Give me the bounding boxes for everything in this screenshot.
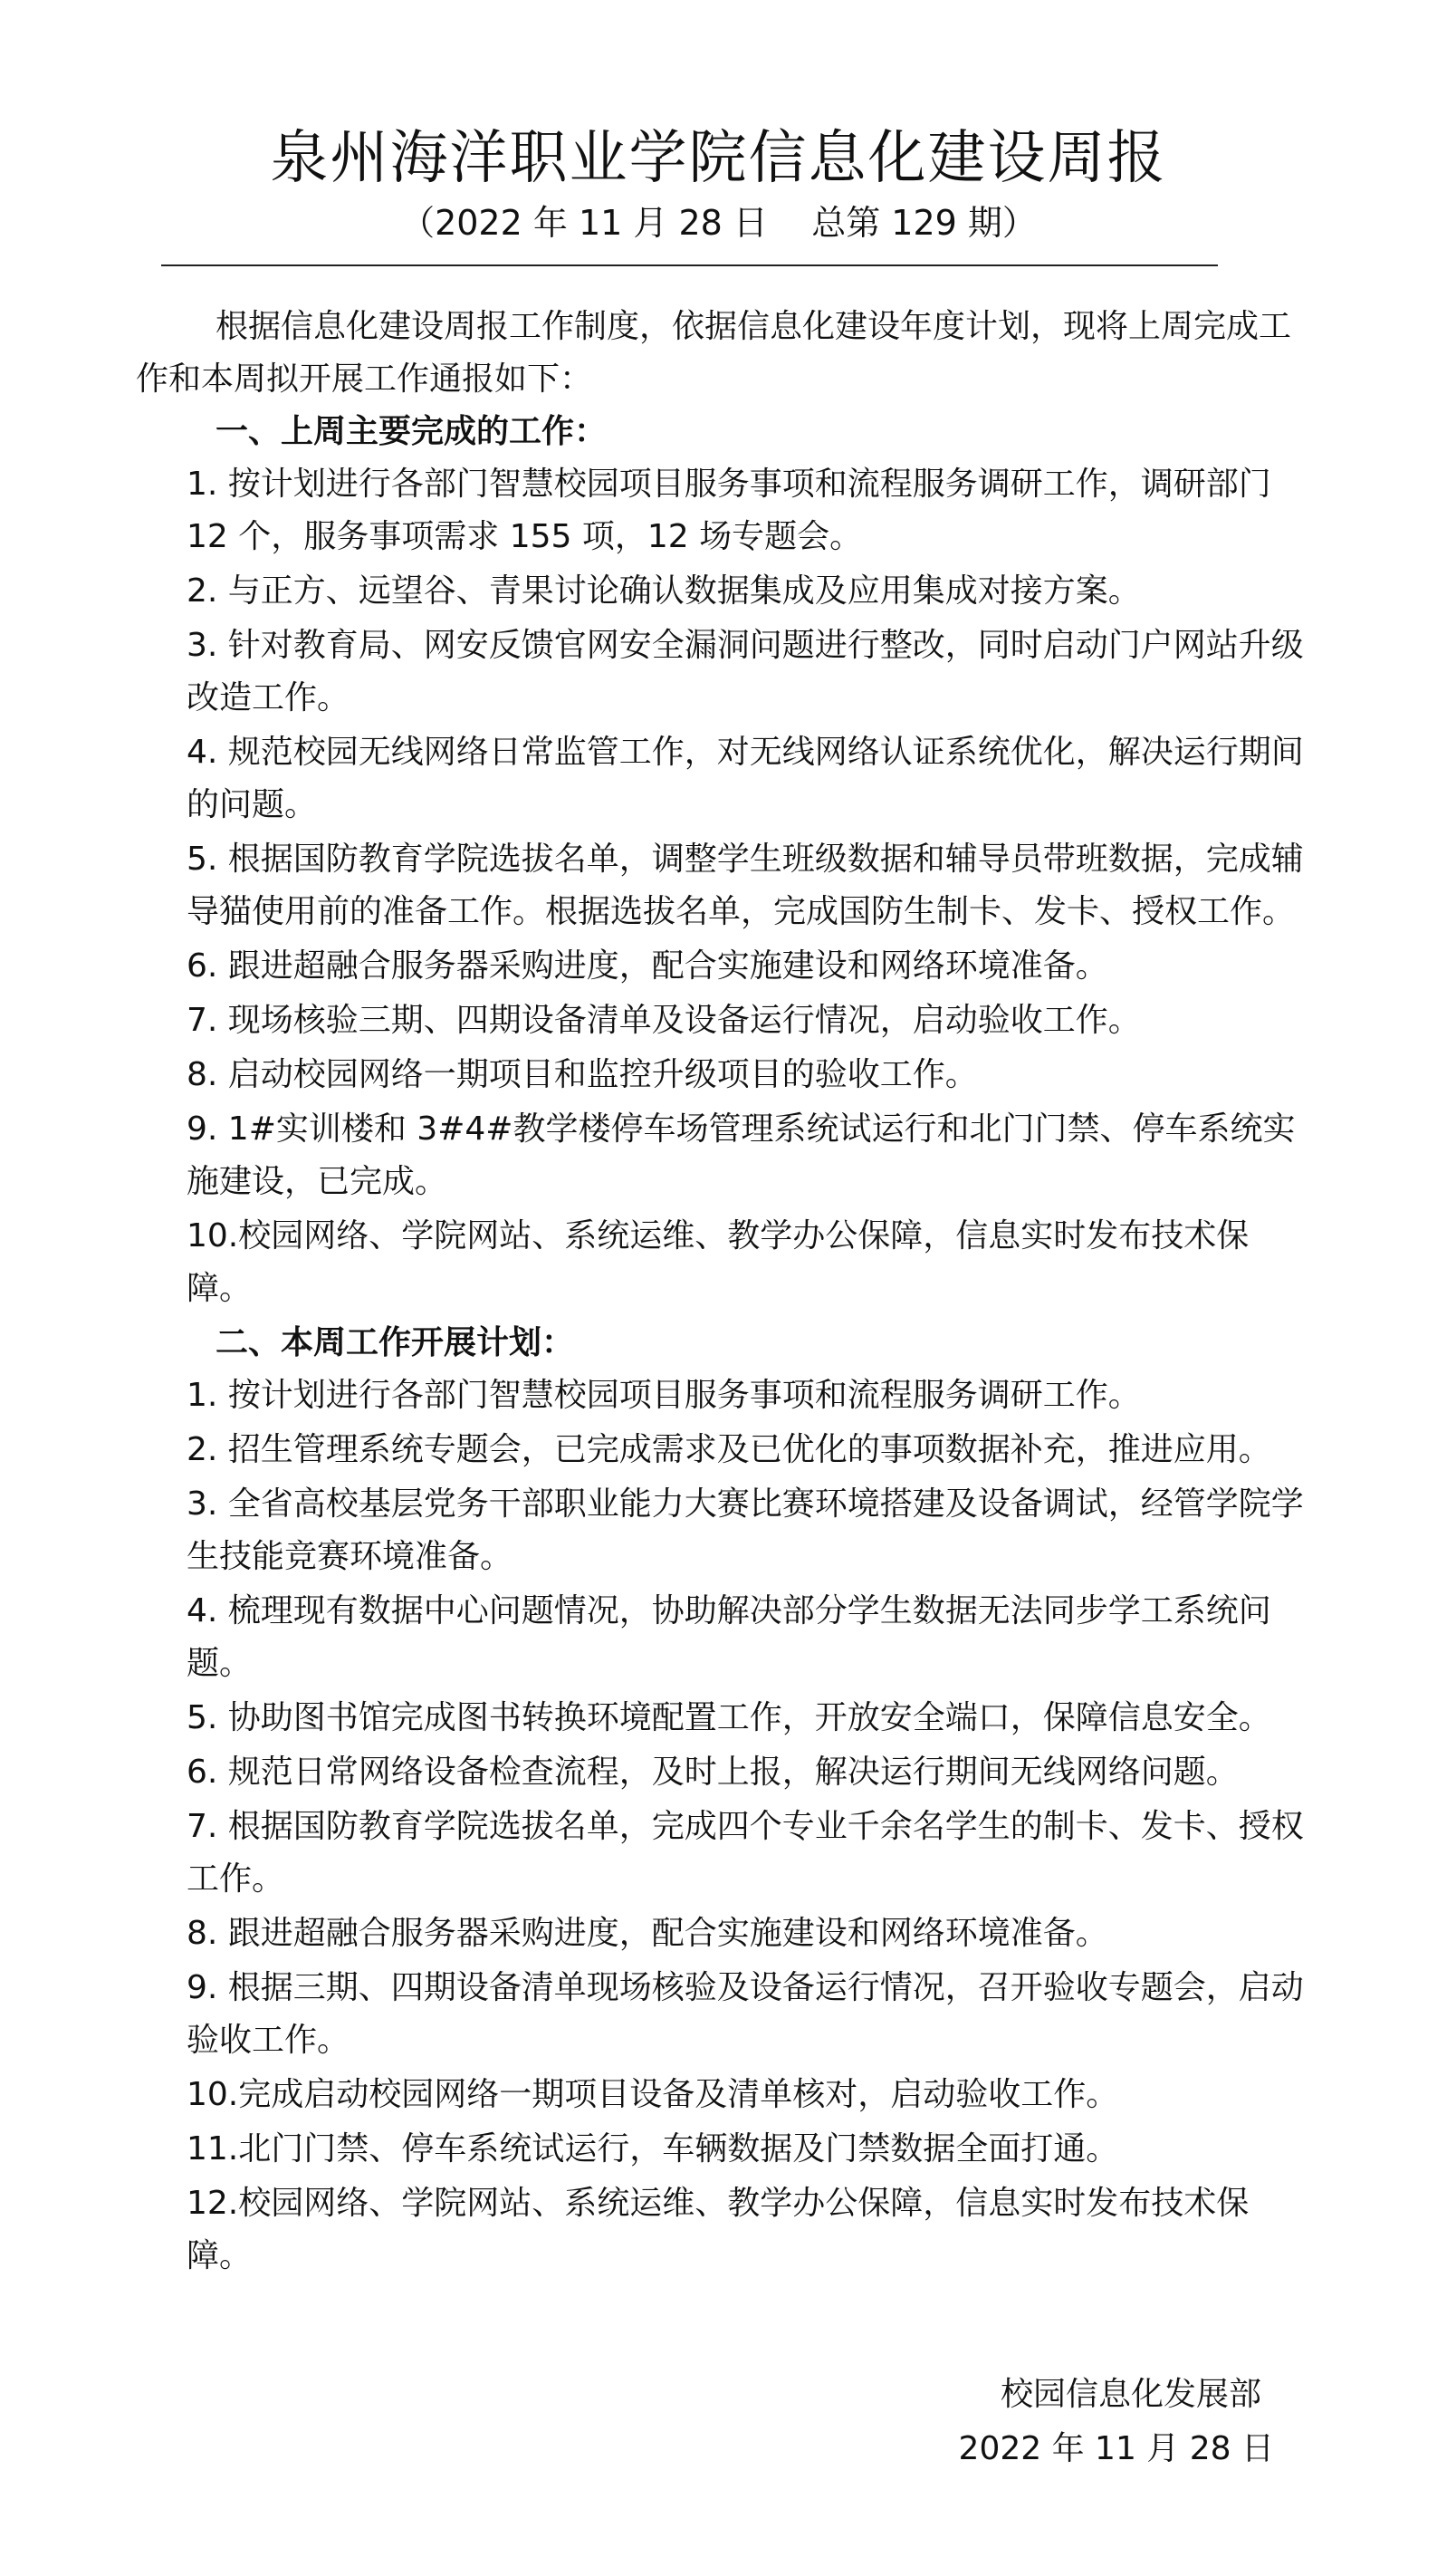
this-week-list bbox=[136, 1370, 1304, 2283]
report-body bbox=[136, 301, 1304, 2284]
list-item: 6. 规范日常网络设备检查流程，及时上报，解决运行期间无线网络问题。 bbox=[187, 1754, 1239, 1791]
list-item: 11.北门门禁、停车系统试运行，车辆数据及门禁数据全面打通。 bbox=[187, 2130, 1119, 2167]
intro-paragraph: 根据信息化建设周报工作制度，依据信息化建设年度计划，现将上周完成工作和本周拟开展工作通报如下： bbox=[136, 308, 1292, 398]
list-item: 8. 启动校园网络一期项目和监控升级项目的验收工作。 bbox=[187, 1056, 978, 1093]
list-item: 10.校园网络、学院网站、系统运维、教学办公保障，信息实时发布技术保障。 bbox=[187, 1217, 1250, 1307]
section-heading-this-week: 二、本周工作开展计划： bbox=[216, 1324, 575, 1361]
signature-department: 校园信息化发展部 bbox=[1000, 2376, 1261, 2413]
list-item: 4. 规范校园无线网络日常监管工作，对无线网络认证系统优化，解决运行期间的问题。 bbox=[187, 734, 1304, 823]
section-heading-last-week: 一、上周主要完成的工作： bbox=[216, 413, 608, 450]
last-week-list bbox=[136, 458, 1304, 1315]
list-item: 6. 跟进超融合服务器采购进度，配合实施建设和网络环境准备。 bbox=[187, 947, 1108, 985]
list-item: 3. 全省高校基层党务干部职业能力大赛比赛环境搭建及设备调试，经管学院学生技能竞赛环境准备。 bbox=[187, 1485, 1304, 1575]
list-item: 3. 针对教育局、网安反馈官网安全漏洞问题进行整改，同时启动门户网站升级改造工作。 bbox=[187, 627, 1304, 716]
list-item: 7. 根据国防教育学院选拔名单，完成四个专业千余名学生的制卡、发卡、授权工作。 bbox=[187, 1808, 1304, 1898]
list-item: 1. 按计划进行各部门智慧校园项目服务事项和流程服务调研工作，调研部门 12 个，服务事项需求 155 项，12 场专题会。 bbox=[187, 466, 1271, 555]
list-item: 10.完成启动校园网络一期项目设备及清单核对，启动验收工作。 bbox=[187, 2076, 1119, 2113]
list-item: 9. 1#实训楼和 3#4#教学楼停车场管理系统试运行和北门门禁、停车系统实施建设，已完成。 bbox=[187, 1110, 1296, 1200]
issue-subtitle: （2022 年 11 月 28 日 总第 129 期） bbox=[400, 203, 1037, 243]
list-item: 7. 现场核验三期、四期设备清单及设备运行情况，启动验收工作。 bbox=[187, 1002, 1141, 1039]
list-item: 12.校园网络、学院网站、系统运维、教学办公保障，信息实时发布技术保障。 bbox=[187, 2185, 1250, 2274]
list-item: 2. 招生管理系统专题会，已完成需求及已优化的事项数据补充，推进应用。 bbox=[187, 1431, 1271, 1468]
list-item: 4. 梳理现有数据中心问题情况，协助解决部分学生数据无法同步学工系统问题。 bbox=[187, 1592, 1271, 1682]
title-divider bbox=[161, 264, 1218, 266]
list-item: 1. 按计划进行各部门智慧校园项目服务事项和流程服务调研工作。 bbox=[187, 1377, 1141, 1414]
list-item: 5. 协助图书馆完成图书转换环境配置工作，开放安全端口，保障信息安全。 bbox=[187, 1699, 1271, 1736]
list-item: 2. 与正方、远望谷、青果讨论确认数据集成及应用集成对接方案。 bbox=[187, 572, 1141, 610]
signature-block bbox=[821, 2368, 1274, 2476]
page-title: 泉州海洋职业学院信息化建设周报 bbox=[270, 124, 1167, 192]
list-item: 9. 根据三期、四期设备清单现场核验及设备运行情况，召开验收专题会，启动验收工作。 bbox=[187, 1969, 1304, 2059]
list-item: 8. 跟进超融合服务器采购进度，配合实施建设和网络环境准备。 bbox=[187, 1915, 1108, 1952]
list-item: 5. 根据国防教育学院选拔名单，调整学生班级数据和辅导员带班数据，完成辅导猫使用前的准备工作。根据选拔名单，完成国防生制卡、发卡、授权工作。 bbox=[187, 841, 1304, 930]
signature-date: 2022 年 11 月 28 日 bbox=[958, 2430, 1274, 2467]
